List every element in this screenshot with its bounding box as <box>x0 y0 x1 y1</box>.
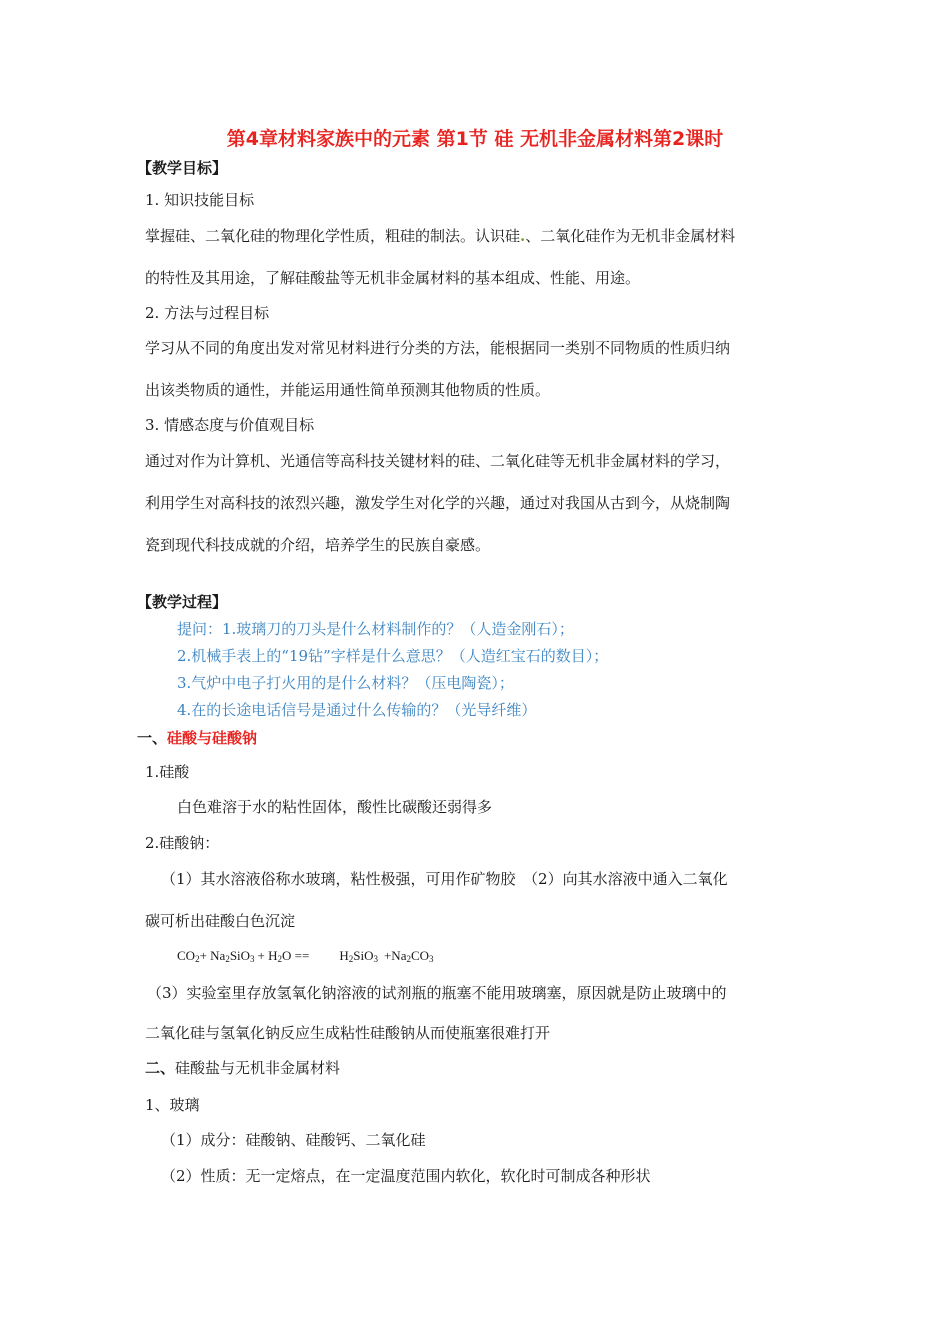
section-1-sub-2-line-1: （1）其水溶液俗称水玻璃，粘性极强，可用作矿物胶 （2）向其水溶液中通入二氧化 <box>161 870 728 888</box>
section-2-item-2: （2）性质：无一定熔点，在一定温度范围内软化，软化时可制成各种形状 <box>161 1167 651 1185</box>
goal-1-title: 1. 知识技能目标 <box>145 191 255 209</box>
question-4: 4.在的长途电话信号是通过什么传输的？（光导纤维） <box>177 701 537 719</box>
section-2-item-1: （1）成分：硅酸钠、硅酸钙、二氧化硅 <box>161 1131 426 1149</box>
question-1: 提问：1.玻璃刀的刀头是什么材料制作的？（人造金刚石）； <box>177 620 574 638</box>
section-2-heading: 二、硅酸盐与无机非金属材料 <box>145 1059 341 1077</box>
section-1-sub-1-text: 白色难溶于水的粘性固体，酸性比碳酸还弱得多 <box>177 798 493 816</box>
section-1-heading: 一、硅酸与硅酸钠 <box>137 729 258 747</box>
goal-2-title: 2. 方法与过程目标 <box>145 304 270 322</box>
section-1-sub-2-line-3: （3）实验室里存放氢氧化钠溶液的试剂瓶的瓶塞不能用玻璃塞，原因就是防止玻璃中的 <box>147 984 727 1002</box>
goal-3-line-3: 瓷到现代科技成就的介绍，培养学生的民族自豪感。 <box>145 536 491 554</box>
goal-3-line-1: 通过对作为计算机、光通信等高科技关键材料的硅、二氧化硅等无机非金属材料的学习， <box>145 452 731 470</box>
section-1-sub-2-line-4: 二氧化硅与氢氧化钠反应生成粘性硅酸钠从而使瓶塞很难打开 <box>145 1024 551 1042</box>
chemical-equation: $CO_2+ Na_2SiO_3 + H_2O == H_2SiO_3 +Na_2CO_3$ <box>177 948 434 964</box>
goal-1-line-2: 的特性及其用途，了解硅酸盐等无机非金属材料的基本组成、性能、用途。 <box>145 269 641 287</box>
section-2-sub-1: 1、玻璃 <box>145 1096 200 1114</box>
section-1-sub-2-line-2: 碳可析出硅酸白色沉淀 <box>145 912 296 930</box>
goal-2-line-1: 学习从不同的角度出发对常见材料进行分类的方法，能根据同一类别不同物质的性质归纳 <box>145 339 731 357</box>
section-1-sub-1: 1.硅酸 <box>145 763 190 781</box>
question-2: 2.机械手表上的“19钻”字样是什么意思？（人造红宝石的数目）； <box>177 647 609 665</box>
goal-3-title: 3. 情感态度与价值观目标 <box>145 416 315 434</box>
question-3: 3.气炉中电子打火用的是什么材料？（压电陶瓷）； <box>177 674 514 692</box>
goal-2-line-2: 出该类物质的通性，并能运用通性简单预测其他物质的性质。 <box>145 381 551 399</box>
process-heading: 【教学过程】 <box>137 593 228 611</box>
goals-heading: 【教学目标】 <box>137 159 228 177</box>
section-1-sub-2: 2.硅酸钠： <box>145 834 220 852</box>
mark-dot-icon: . <box>520 227 526 245</box>
goal-1-line-1: 掌握硅、二氧化硅的物理化学性质，粗硅的制法。认识硅.、二氧化硅作为无机非金属材料 <box>145 227 736 245</box>
page-title: 第4章材料家族中的元素 第1节 硅 无机非金属材料第2课时 <box>226 128 724 150</box>
goal-3-line-2: 利用学生对高科技的浓烈兴趣，激发学生对化学的兴趣，通过对我国从古到今，从烧制陶 <box>145 494 731 512</box>
